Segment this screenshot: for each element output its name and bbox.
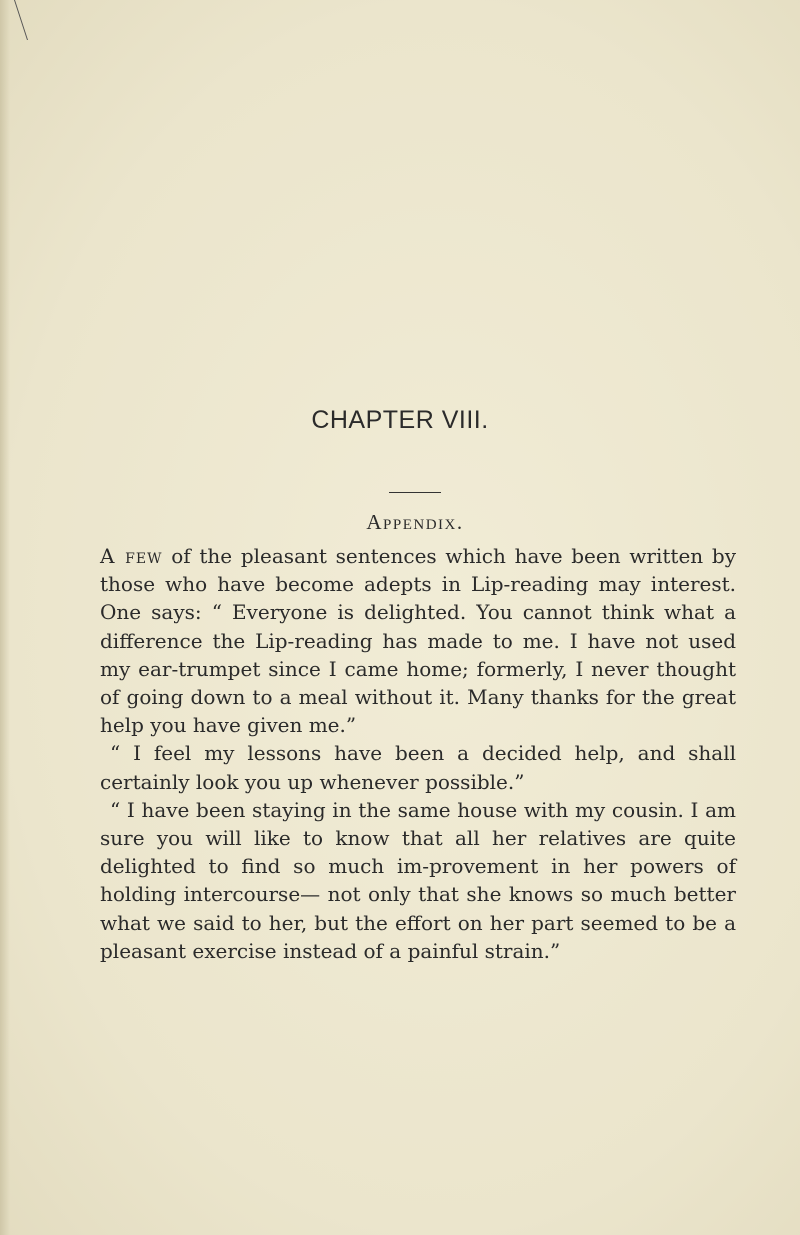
- paragraph-1: [100, 542, 736, 739]
- paragraph-lead: A few: [100, 544, 163, 568]
- section-title: Appendix.: [366, 510, 464, 534]
- paragraph-2: “ I feel my lessons have been a decided help, and shall certainly look you up whenever possible.”: [100, 741, 736, 794]
- paragraph-3: “ I have been staying in the same house with my cousin. I am sure you will like to know that all her relatives are quite delighted to find so much im-provement in her powers of holding intercourse— not only that she knows so much better what we said to her, but the effort on her part seemed to be a pleasant exercise instead of a painful strain.”: [100, 797, 736, 963]
- chapter-title: CHAPTER VIII.: [311, 406, 489, 434]
- title-rule: [389, 492, 441, 493]
- body-text: [100, 542, 736, 965]
- page-edge-shadow: [0, 0, 10, 1235]
- paragraph-1-text: of the pleasant sentences which have been written by those who have become adepts in Lip-reading may interest. One says: “ Everyone is delighted. You cannot think what a difference the Lip-reading has made to me. I have not used my ear-trumpet since I came home; formerly, I never thought of going down to a meal without it. Many thanks for the great help you have given me.”: [100, 544, 737, 738]
